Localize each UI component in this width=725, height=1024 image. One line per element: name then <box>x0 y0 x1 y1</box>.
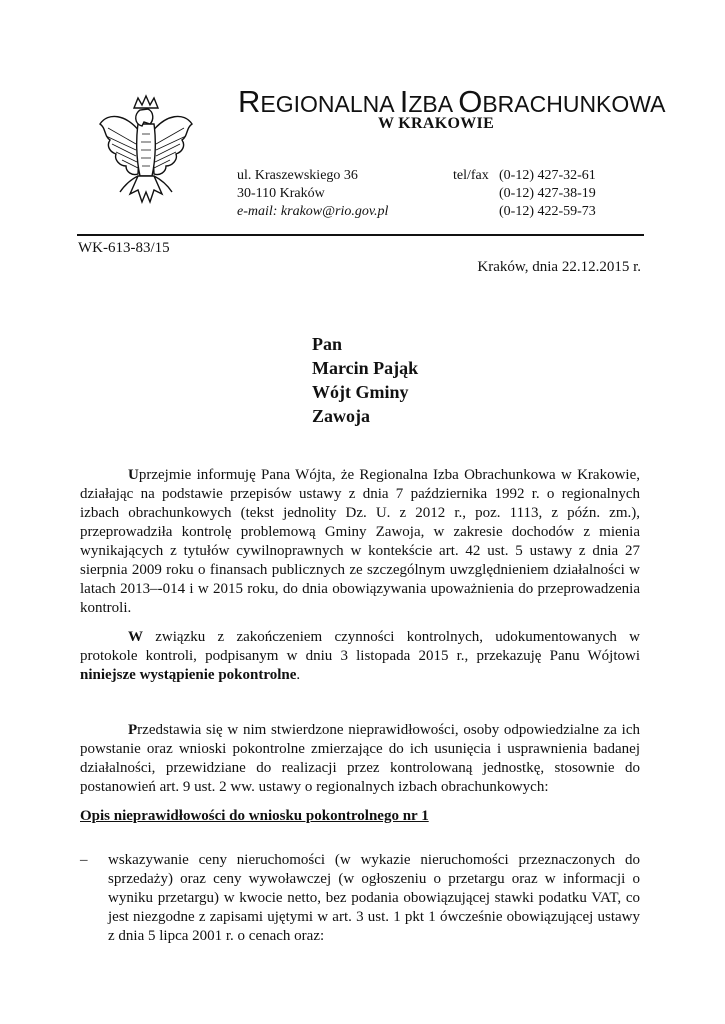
paragraph-2-text: związku z zakończeniem czynności kontrolnych, udokumentowanych w protokole kontroli, podpisanym w dniu 3 listopada 2015 r., przekazuję Panu Wójtowi <box>80 629 640 664</box>
phone-number-2: (0-12) 427-38-19 <box>499 186 596 201</box>
list-item <box>80 851 640 946</box>
paragraph-3 <box>80 721 640 797</box>
header-divider <box>77 234 644 236</box>
recipient-line-3: Wójt Gminy <box>312 382 409 402</box>
address-postal: 30-110 Kraków <box>237 186 325 201</box>
paragraph-2-emphasis: niniejsze wystąpienie pokontrolne <box>80 667 297 683</box>
eagle-emblem-icon <box>96 94 196 219</box>
bullet-text: wskazywanie ceny nieruchomości (w wykazie nieruchomości przeznaczonych do sprzedaży) oraz ceny wywoławczej (w ogłoszeniu o przetargu oraz w informacji o wyniku przetargu) w kwocie netto, bez podania obowiązującej stawki podatku VAT, co jest niezgodne z zapisami ujętymi w art. 3 ust. 1 pkt 1 ówcześnie obowiązującej ustawy z dnia 5 lipca 2001 r. o cenach oraz: <box>108 852 640 944</box>
organization-city: W KRAKOWIE <box>378 115 495 132</box>
org-initial-3: O <box>458 84 483 119</box>
recipient-block <box>312 332 418 428</box>
letter-date: Kraków, dnia 22.12.2015 r. <box>477 259 641 275</box>
phone-label: tel/fax <box>453 168 489 183</box>
paragraph-1-text: przejmie informuję Pana Wójta, że Regionalna Izba Obrachunkowa w Krakowie, działając na podstawie przepisów ustawy z dnia 7 października 1992 r. o regionalnych izbach obrachunkowych (tekst jednolity Dz. U. z 2012 r., poz. 1113, z późn. zm.), przeprowadziła kontrolę problemową Gminy Zawoja, w zakresie dochodów z mienia wynikających z tytułów cywilnoprawnych w kontekście art. 42 ust. 5 ustawy z dnia 27 sierpnia 2009 roku o finansach publicznych ze szczególnym uwzględnieniem działalności w latach 2013–-014 i w 2015 roku, do dnia obowiązywania upoważnienia do przeprowadzenia kontroli. <box>80 467 640 616</box>
section-heading: Opis nieprawidłowości do wniosku pokontrolnego nr 1 <box>80 808 429 824</box>
org-initial-2: I <box>399 84 409 119</box>
org-word-2: ZBA <box>408 91 459 117</box>
paragraph-3-initial: P <box>128 722 138 738</box>
paragraph-2-initial: W <box>128 629 143 645</box>
paragraph-3-text: rzedstawia się w nim stwierdzone nieprawidłowości, osoby odpowiedzialne za ich powstanie oraz wnioski pokontrolne zmierzające do ich usunięcia i usprawnienia badanej działalności, przewidziane do realizacji przez kontrolowaną jednostkę, stosownie do postanowień art. 9 ust. 2 ww. ustawy o regionalnych izbach obrachunkowych: <box>80 722 640 795</box>
paragraph-2-tail: . <box>296 667 301 683</box>
recipient-line-4: Zawoja <box>312 406 370 426</box>
paragraph-2 <box>80 628 640 685</box>
phone-number-1: (0-12) 427-32-61 <box>499 168 596 183</box>
recipient-line-1: Pan <box>312 334 343 354</box>
org-word-1: EGIONALNA <box>260 91 400 117</box>
phone-block <box>453 167 596 221</box>
address-email: e-mail: krakow@rio.gov.pl <box>237 204 389 219</box>
phone-number-3: (0-12) 422-59-73 <box>499 204 596 219</box>
org-word-3: BRACHUNKOWA <box>482 91 666 117</box>
paragraph-1 <box>80 466 640 618</box>
recipient-line-2: Marcin Pająk <box>312 358 419 378</box>
address-street: ul. Kraszewskiego 36 <box>237 168 358 183</box>
org-initial-1: R <box>238 84 261 119</box>
reference-number: WK-613-83/15 <box>78 240 170 256</box>
paragraph-1-initial: U <box>128 467 139 483</box>
bullet-dash: – <box>80 852 88 868</box>
address-block <box>237 167 388 221</box>
